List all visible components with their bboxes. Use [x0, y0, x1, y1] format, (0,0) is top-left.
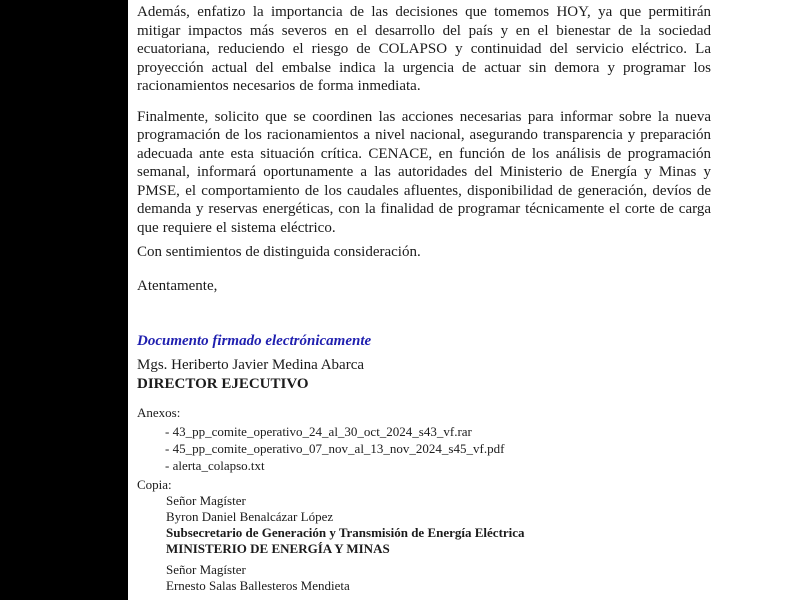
copia-recipient-1-name: Byron Daniel Benalcázar López: [166, 509, 334, 524]
copia-recipient-2-name-clipped: Ernesto Salas Ballesteros Mendieta: [166, 578, 350, 593]
paragraph-coordinacion: Finalmente, solicito que se coordinen las acciones necesarias para informar sobre la nueva programación de los racionamientos a nivel nacional, asegurando transparencia y preparación adecuada ante esta situación crítica. CENACE, en función de los análisis de programación semanal, informará oportunamente a las autoridades del Ministerio de Energía y Minas y PMSE, el comportamiento de los caudales afluentes, disponibilidad de generación, devíos de demanda y reservas energéticas, con la finalidad de programar técnicamente el corte de carga que requiere el sistema eléctrico.: [137, 108, 711, 236]
copia-recipient-2: [137, 562, 711, 594]
anexos-list: [137, 423, 711, 474]
signer-name: Mgs. Heriberto Javier Medina Abarca: [137, 357, 365, 373]
copia-recipient-1-salutation: Señor Magíster: [166, 493, 246, 508]
copia-recipient-1-title: Subsecretario de Generación y Transmisión de Energía Eléctrica: [166, 525, 525, 540]
copia-recipient-1-organization: MINISTERIO DE ENERGÍA Y MINAS: [166, 541, 390, 556]
copia-recipient-2-salutation: Señor Magíster: [166, 562, 246, 577]
copia-label: Copia:: [137, 477, 172, 492]
closing-line: Con sentimientos de distinguida consideración.: [137, 244, 421, 260]
paragraph-decisiones: Además, enfatizo la importancia de las decisiones que tomemos HOY, ya que permitirán mitigar impactos más severos en el desarrollo del país y en el bienestar de la sociedad ecuatoriana, reduciendo el riesgo de COLAPSO y continuidad del servicio eléctrico. La proyección actual del embalse indica la urgencia de actuar sin demora y programar los racionamientos necesarios de forma inmediata.: [137, 4, 711, 94]
letter-body: [137, 0, 711, 594]
electronic-signature-notice: Documento firmado electrónicamente: [137, 333, 372, 349]
letterbox-left-bar: [0, 0, 128, 600]
signer-title: DIRECTOR EJECUTIVO: [137, 376, 309, 392]
anexos-item-txt: - alerta_colapso.txt: [165, 458, 265, 473]
anexos-item-rar: - 43_pp_comite_operativo_24_al_30_oct_2024_s43_vf.rar: [165, 424, 472, 439]
anexos-label: Anexos:: [137, 405, 181, 420]
copia-recipient-1: [137, 493, 711, 557]
document-page: [128, 0, 790, 600]
salutation-line: Atentamente,: [137, 278, 218, 294]
anexos-item-pdf: - 45_pp_comite_operativo_07_nov_al_13_nov_2024_s45_vf.pdf: [165, 441, 505, 456]
